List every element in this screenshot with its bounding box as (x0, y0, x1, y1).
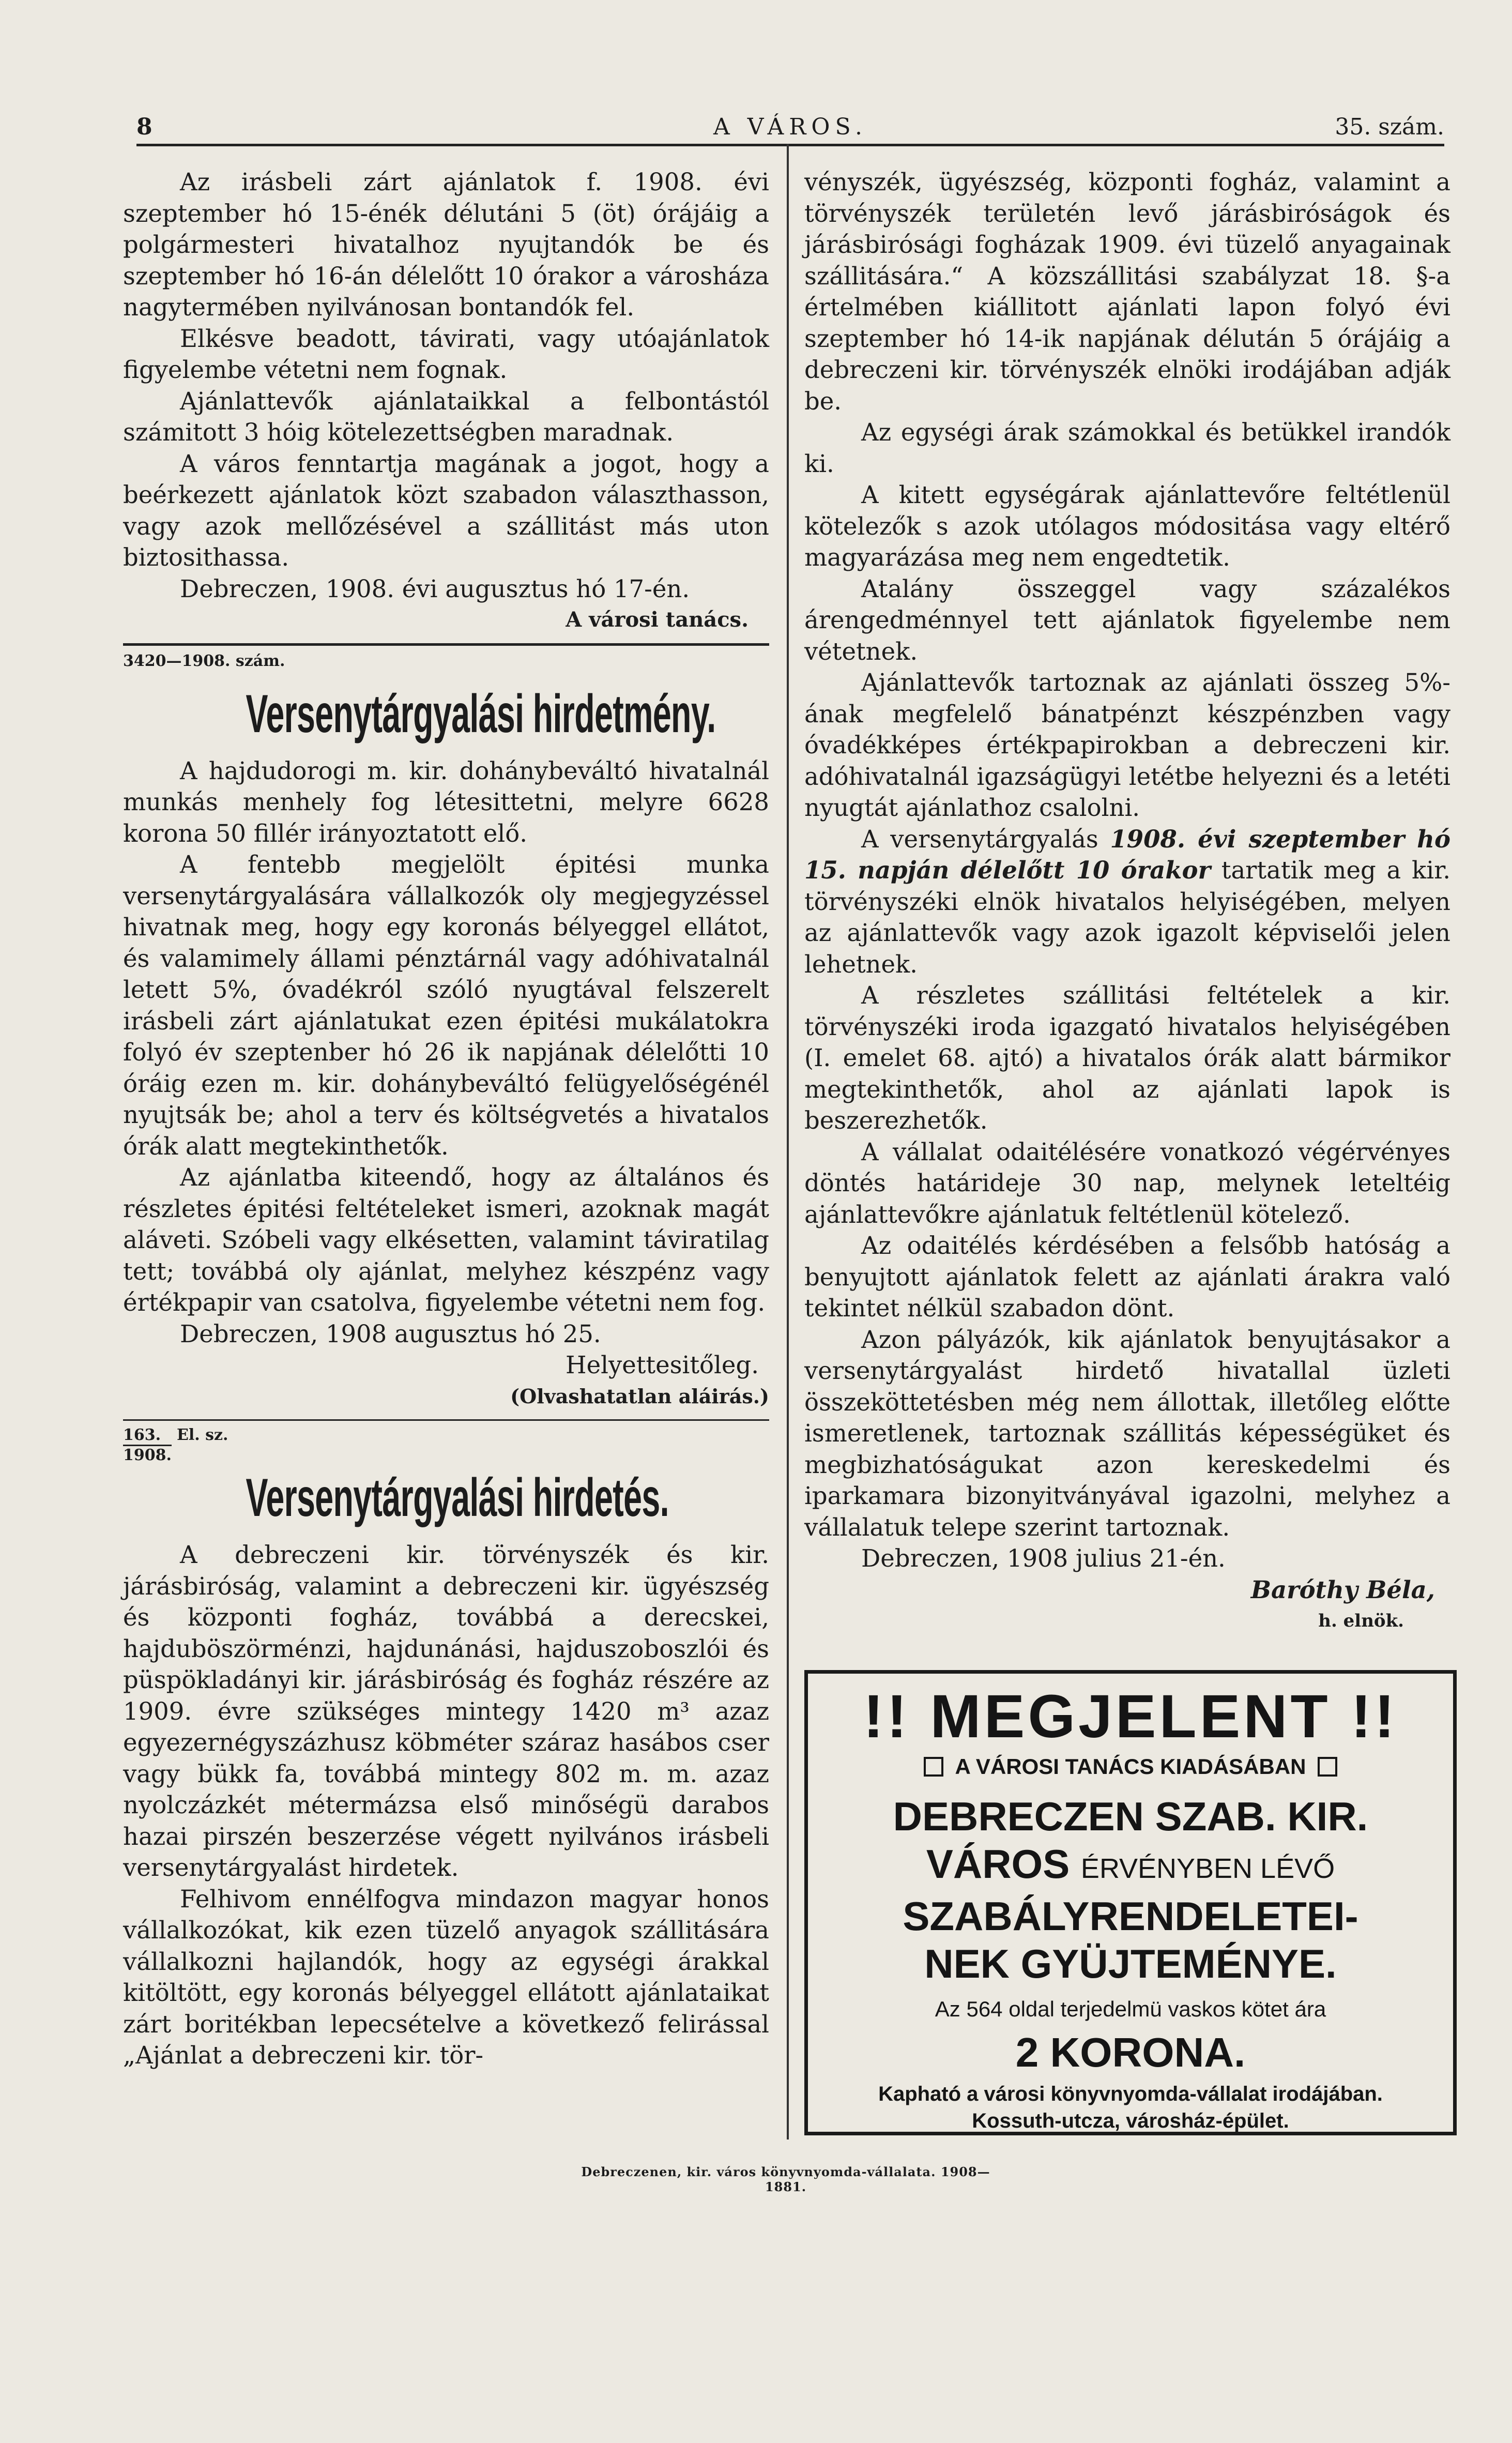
paragraph: A kitett egységárak ajánlattevőre feltétlenül kötelezők s azok utólagos módositása vagy eltérő magyarázása meg nem engedtetik. (804, 481, 1450, 571)
ad-publisher (808, 1754, 1453, 1779)
paragraph: Felhivom ennélfogva mindazon magyar honos vállalkozókat, kik ezen tüzelő anyagok szállitására vállalkozni hajlandók, hogy az egységi árakkal kitöltött, egy koronás bélyeggel ellátott ajánlataikat zárt boritékban lepecsételve a következő felirással „Ajánlat a debreczeni kir. tör- (123, 1885, 769, 2069)
paragraph: Az egységi árak számokkal és betükkel irandók ki. (804, 418, 1450, 478)
ad-availability (808, 2081, 1453, 2134)
ad-title-line (808, 1840, 1453, 1892)
auction-date: 1908. évi szeptember hó 15. napján délelőtt 10 órakor (804, 824, 1451, 884)
text-run: tartatik meg a kir. törvényszéki elnök hivatalos helyiségében, melyen az ajánlattevők vagy azok igazolt képviselői jelen lehetnek. (804, 856, 1450, 978)
column-divider (787, 144, 789, 2139)
paragraph: Az odaitélés kérdésében a felsőbb hatóság a benyujtott ajánlatok felett az ajánlati árakra való tekintet nélkül szabadon dönt. (804, 1232, 1450, 1322)
ad-availability-line: Kapható a városi könyvnyomda-vállalat irodájában. (878, 2083, 1383, 2105)
ad-description: Az 564 oldal terjedelmü vaskos kötet ára (935, 1997, 1326, 2021)
ref-suffix: El. sz. (176, 1426, 228, 1444)
signature-line: Helyettesitőleg. (566, 1351, 759, 1379)
signature-note: (Olvashatatlan aláirás.) (510, 1384, 769, 1408)
paragraph: Elkésve beadott, távirati, vagy utóajánlatok figyelembe vétetni nem fognak. (123, 324, 769, 384)
ad-title-line: DEBRECZEN SZAB. KIR. (893, 1794, 1368, 1839)
paragraph: A részletes szállitási feltételek a kir. törvényszéki iroda igazgató hivatalos helyiségében (I. emelet 68. ajtó) a hivatalos órák alatt bármikor megtekinthetők, ahol az ajánlati lapok is beszerezhetők. (804, 981, 1450, 1134)
printer-imprint: Debreczenen, kir. város könyvnyomda-vállalata. 1908—1881. (581, 2164, 990, 2194)
notice-headline: Versenytárgyalási hirdetmény. (246, 684, 716, 744)
ref-number: 163. (123, 1426, 172, 1446)
ref-year: 1908. (123, 1446, 172, 1464)
reference-number (123, 1426, 769, 1465)
text-run: A versenytárgyalás (861, 825, 1110, 853)
notice-date: Debreczen, 1908 augusztus hó 25. (180, 1319, 601, 1348)
ad-book-title (808, 1793, 1453, 1987)
ad-headline: !! MEGJELENT !! (863, 1682, 1398, 1751)
right-column (804, 166, 1450, 1637)
ad-title-word: VÁROS (926, 1841, 1070, 1887)
ad-publisher-text: A VÁROSI TANÁCS KIADÁSÁBAN (955, 1754, 1306, 1779)
section-divider (123, 1419, 769, 1421)
paragraph: Azon pályázók, kik ajánlatok benyujtásakor a versenytárgyalást hirdető hivatallal üzleti összeköttetésben még nem állottak, illetőleg előtte ismeretlenek, tartoznak szállitás képességüket és megbizhatóságukat azon kereskedelmi és iparkamara bizonyitványával igazolni, melyhez a vállalatuk telepe szerint tartoznak. (804, 1325, 1450, 1541)
paragraph: A város fenntartja magának a jogot, hogy a beérkezett ajánlatok közt szabadon választhasson, vagy azok mellőzésével a szállitást más uton biztosithassa. (123, 449, 769, 571)
paragraph: A debreczeni kir. törvényszék és kir. járásbiróság, valamint a debreczeni kir. ügyészség és központi fogház, továbbá a derecskei, hajduböszörménzi, hajdunánási, hajduszoboszlói és püspökladányi kir. járásbiróság és fogház részére az 1909. évre szükséges mintegy 1420 m³ azaz egyezernégyszázhusz köbméter száraz hasábos cser vagy bükk fa, továbbá mintegy 802 m. m. azaz nyolczázkét métermázsa első minőségü darabos hazai pirszén beszerzése végett nyilvános irásbeli versenytárgyalást hirdetek. (123, 1541, 769, 1881)
paragraph: vényszék, ügyészség, központi fogház, valamint a törvényszék területén levő járásbiróságok és járásbirósági fogházak 1909. évi tüzelő anyagainak szállitására.“ A közszállitási szabályzat 18. §-a értelmében kiállitott ajánlati lapon folyó évi szeptember hó 14-ik napjának délután 5 órájáig a debreczeni kir. törvényszék elnöki irodájában adják be. (804, 168, 1450, 415)
section-divider (123, 643, 769, 646)
advertisement-box (804, 1670, 1457, 2135)
page-number: 8 (136, 114, 152, 140)
page-header (136, 111, 1444, 146)
ad-availability-line: Kossuth-utcza, városház-épület. (972, 2110, 1289, 2132)
paragraph (804, 824, 1450, 980)
paragraph: Az ajánlatba kiteendő, hogy az általános és részletes épitési feltételeket ismeri, azoknak magát aláveti. Szóbeli vagy elkésetten, valamint táviratilag tett; továbbá oly ajánlat, melyhez készpénz vagy értékpapir van csatolva, figyelembe vétetni nem fog. (123, 1163, 769, 1316)
ad-title-word: ÉRVÉNYBEN LÉVŐ (1080, 1853, 1335, 1884)
paragraph: Ajánlattevők ajánlataikkal a felbontástól számitott 3 hóig kötelezettségben maradnak. (123, 387, 769, 446)
paragraph: A hajdudorogi m. kir. dohánybeváltó hivatalnál munkás menhely fog létesittetni, melyre 6628 korona 50 fillér irányoztatott elő. (123, 756, 769, 847)
square-bullet-icon (924, 1757, 943, 1777)
paragraph: Ajánlattevők tartoznak az ajánlati összeg 5%-ának megfelelő bánatpénzt készpénzben vagy óvadékképes értékpapirokban a debreczeni kir. adóhivatalnál igazságügyi letétbe helyezni és a letéti nyugtát ajánlathoz csalolni. (804, 669, 1450, 822)
paragraph: Atalány összeggel vagy százalékos árengedménnyel tett ajánlatok figyelembe nem vétetnek. (804, 574, 1450, 665)
left-column (123, 166, 769, 2071)
ad-title-line: SZABÁLYRENDELETEI- (903, 1893, 1358, 1939)
paragraph: Az irásbeli zárt ajánlatok f. 1908. évi szeptember hó 15-énék délutáni 5 (öt) órájáig a polgármesteri hivatalhoz nyujtandók be és szeptember hó 16-án délelőtt 10 órakor a városháza nagytermében nyilvánosan bontandók fel. (123, 168, 769, 321)
notice-headline: Versenytárgyalási hirdetés. (246, 1468, 669, 1528)
signatory-name: Baróthy Béla, (1250, 1575, 1435, 1604)
notice-date: Debreczen, 1908 julius 21-én. (861, 1544, 1226, 1572)
signatory-title: h. elnök. (1318, 1611, 1404, 1631)
paragraph: A vállalat odaitélésére vonatkozó végérvényes döntés határideje 30 nap, melynek leteltéig ajánlattevőkre ajánlatuk feltétlenül kötelező. (804, 1137, 1450, 1228)
masthead-title: A VÁROS. (713, 114, 868, 140)
ad-price: 2 KORONA. (1015, 2029, 1246, 2075)
ad-title-line: NEK GYÜJTEMÉNYE. (924, 1941, 1337, 1986)
square-bullet-icon (1318, 1757, 1337, 1777)
notice-signature: A városi tanács. (566, 608, 749, 632)
reference-number: 3420—1908. szám. (123, 651, 285, 670)
paragraph: A fentebb megjelölt épitési munka versenytárgyalására vállalkozók oly megjegyzéssel hivatnak meg, hogy egy koronás bélyeggel ellátot, és valamimely állami pénztárnál vagy adóhivatalnál letett 5%, óvadékról szóló nyugtával felszerelt irásbeli zárt ajánlatukat ezen épitési mukálatokra folyó év szeptenber hó 26 ik napjának délelőtti 10 óráig ezen m. kir. dohánybeváltó felügyelőségénél nyujtsák be; ahol a terv és költségvetés a hivatalos órák alatt megtekinthetők. (123, 851, 769, 1160)
issue-number: 35. szám. (1335, 114, 1444, 140)
notice-date: Debreczen, 1908. évi augusztus hó 17-én. (180, 574, 690, 603)
